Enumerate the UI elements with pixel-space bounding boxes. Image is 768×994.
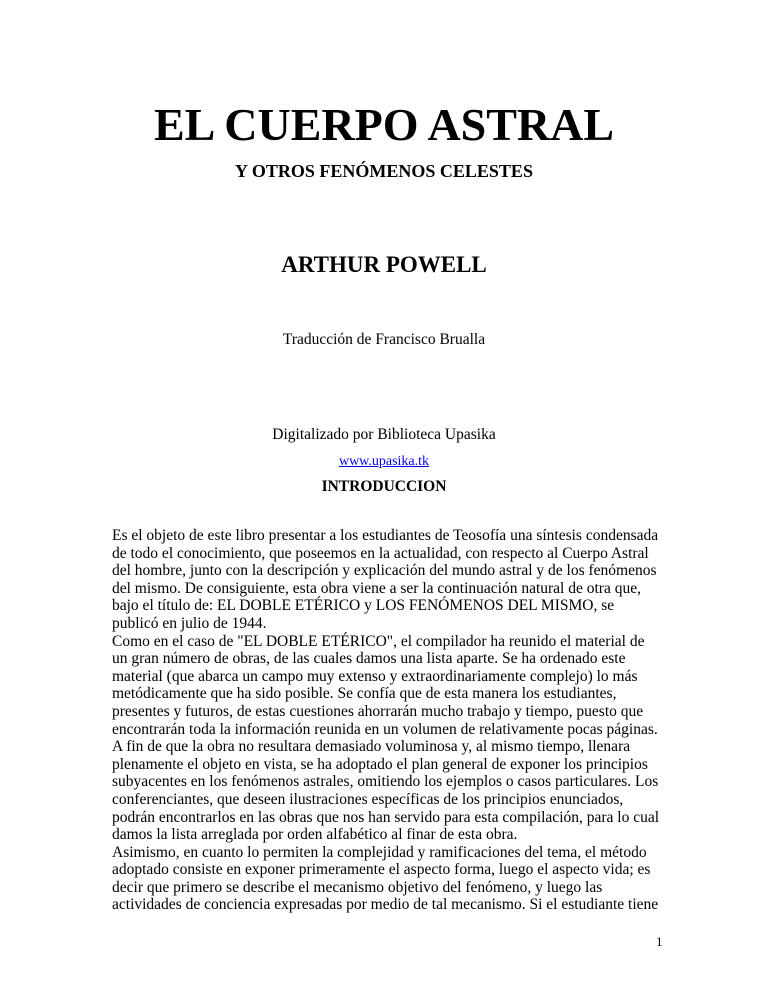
- body-line: plenamente el objeto en vista, se ha adoptado el plan general de exponer los principios: [112, 755, 648, 773]
- body-line: material (que abarca un campo muy extenso y extraordinariamente complejo) lo más: [112, 667, 638, 685]
- body-text: [112, 527, 682, 914]
- body-line: subyacentes en los fenómenos astrales, omitiendo los ejemplos o casos particulares. Los: [112, 773, 659, 791]
- body-line: del mismo. De consiguiente, esta obra viene a ser la continuación natural de otra que,: [112, 579, 641, 597]
- body-line: actividades de conciencia expresadas por medio de tal mecanismo. Si el estudiante tiene: [112, 896, 659, 914]
- body-line: de todo el conocimiento, que poseemos en la actualidad, con respecto al Cuerpo Astral: [112, 544, 649, 562]
- body-line: podrán encontrarlos en las obras que nos han servido para esta compilación, para lo cual: [112, 808, 660, 826]
- website-link-container: [0, 453, 768, 471]
- body-line: Asimismo, en cuanto lo permiten la complejidad y ramificaciones del tema, el método: [112, 843, 647, 861]
- website-link[interactable]: www.upasika.tk: [338, 454, 430, 469]
- body-line: un gran número de obras, de las cuales damos una lista aparte. Se ha ordenado este: [112, 650, 626, 668]
- page-number: 1: [656, 934, 663, 949]
- author-name: ARTHUR POWELL: [281, 252, 487, 277]
- body-line: Es el objeto de este libro presentar a los estudiantes de Teosofía una síntesis condensada: [112, 527, 659, 544]
- document-title: EL CUERPO ASTRAL: [153, 99, 615, 150]
- body-line: decir que primero se describe el mecanismo objetivo del fenómeno, y luego las: [112, 878, 603, 896]
- body-line: conferenciantes, que deseen ilustraciones específicas de los principios enunciados,: [112, 790, 624, 808]
- body-line: publicó en julio de 1944.: [112, 614, 267, 632]
- digitized-credit: Digitalizado por Biblioteca Upasika: [272, 426, 496, 443]
- body-line: adoptado consiste en exponer primeramente el aspecto forma, luego el aspecto vida; es: [112, 861, 651, 879]
- body-line: A fin de que la obra no resultara demasiado voluminosa y, al mismo tiempo, llenara: [112, 738, 631, 756]
- body-line: del hombre, junto con la descripción y explicación del mundo astral y de los fenómenos: [112, 562, 657, 580]
- body-line: Como en el caso de "EL DOBLE ETÉRICO", el compilador ha reunido el material de: [112, 632, 645, 650]
- document-subtitle: Y OTROS FENÓMENOS CELESTES: [235, 161, 533, 181]
- body-line: damos la lista arreglada por orden alfabético al finar de esta obra.: [112, 826, 518, 844]
- translation-credit: Traducción de Francisco Brualla: [282, 331, 486, 348]
- body-line: encontrarán toda la información reunida en un volumen de relativamente pocas páginas.: [112, 720, 658, 738]
- body-line: metódicamente que ha sido posible. Se confía que de esta manera los estudiantes,: [112, 685, 617, 703]
- body-line: bajo el título de: EL DOBLE ETÉRICO y LOS FENÓMENOS DEL MISMO, se: [112, 597, 615, 615]
- body-line: presentes y futuros, de estas cuestiones ahorrarán mucho trabajo y tiempo, puesto que: [112, 702, 644, 720]
- section-heading: INTRODUCCION: [321, 478, 447, 495]
